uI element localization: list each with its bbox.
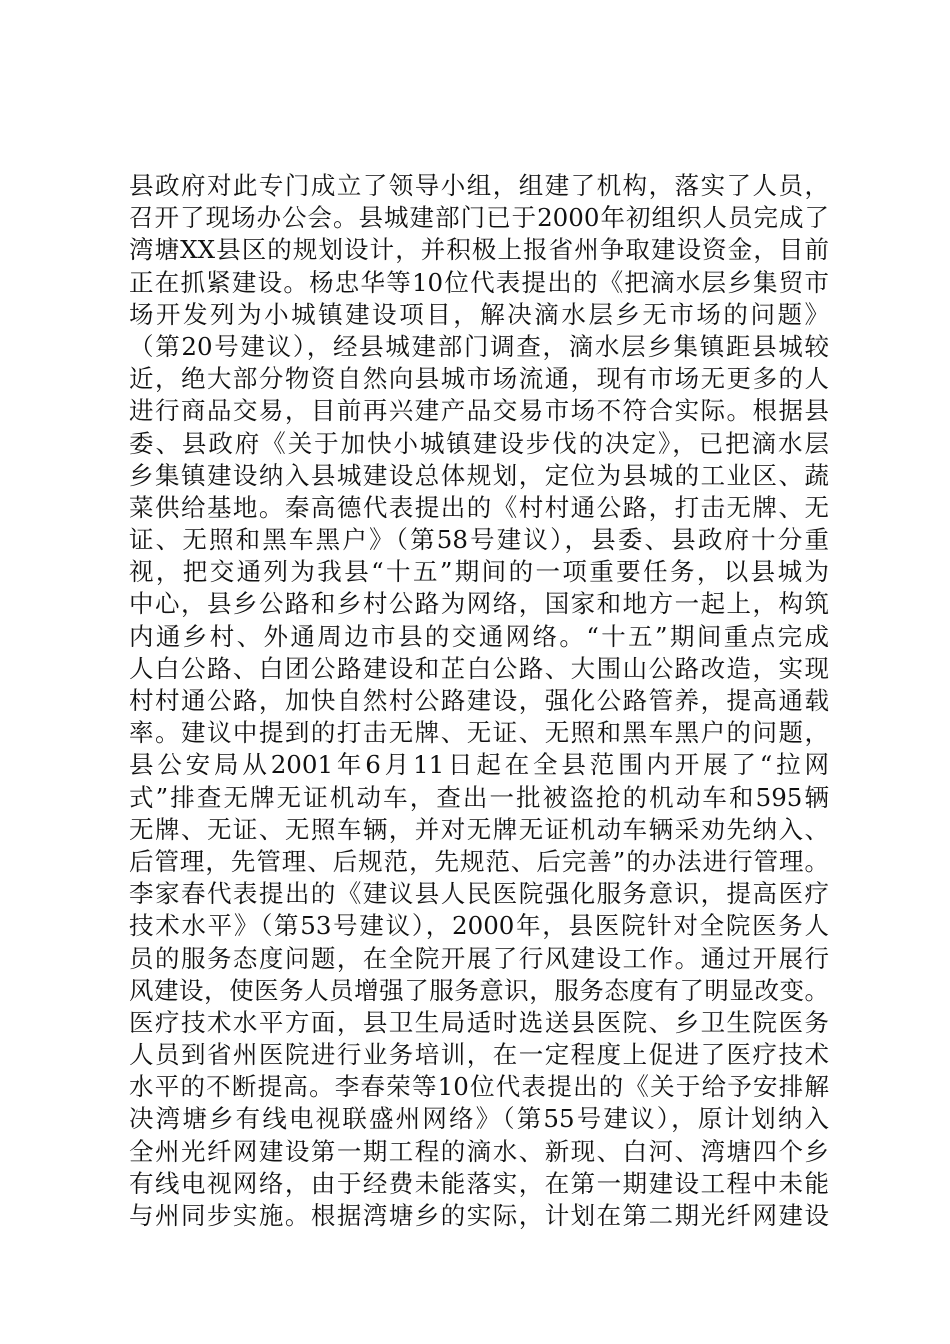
text-line: 正在抓紧建设。杨忠华等10位代表提出的《把滴水层乡集贸市 [129,267,829,297]
text-line: 无牌、无证、无照车辆，并对无牌无证机动车辆采劝先纳入、 [129,814,829,844]
text-line: 召开了现场办公会。县城建部门已于2000年初组织人员完成了 [129,203,829,233]
text-line: 中心，县乡公路和乡村公路为网络，国家和地方一起上，构筑 [129,589,829,619]
text-line: 湾塘XX县区的规划设计，并积极上报省州争取建设资金，目前 [129,235,829,265]
text-line: 后管理，先管理、后规范，先规范、后完善”的办法进行管理。 [129,846,829,876]
text-line: 县政府对此专门成立了领导小组，组建了机构，落实了人员， [129,171,829,200]
text-line: 场开发列为小城镇建设项目，解决滴水层乡无市场的问题》 [129,299,829,329]
text-line: 式”排查无牌无证机动车，查出一批被盗抢的机动车和595辆 [129,782,829,812]
text-line: 进行商品交易，目前再兴建产品交易市场不符合实际。根据县 [129,396,829,426]
text-line: 水平的不断提高。李春荣等10位代表提出的《关于给予安排解 [129,1072,829,1102]
text-line: 决湾塘乡有线电视联盛州网络》（第55号建议），原计划纳入 [129,1104,829,1134]
text-line: 技术水平》（第53号建议），2000年，县医院针对全院医务人 [129,911,829,941]
text-line: 近，绝大部分物资自然向县城市场流通，现有市场无更多的人 [129,364,829,394]
text-line: 证、无照和黑车黑户》（第58号建议），县委、县政府十分重 [129,525,829,555]
text-line: 与州同步实施。根据湾塘乡的实际，计划在第二期光纤网建设 [129,1201,829,1230]
text-line: 率。建议中提到的打击无牌、无证、无照和黑车黑户的问题， [129,718,829,748]
text-line: 菜供给基地。秦高德代表提出的《村村通公路，打击无牌、无 [129,492,829,522]
text-line: 人员到省州医院进行业务培训，在一定程度上促进了医疗技术 [129,1040,829,1070]
text-line: 员的服务态度问题，在全院开展了行风建设工作。通过开展行 [129,943,829,973]
text-line: 全州光纤网建设第一期工程的滴水、新现、白河、湾塘四个乡 [129,1136,829,1166]
text-line: 乡集镇建设纳入县城建设总体规划，定位为县城的工业区、蔬 [129,460,829,490]
text-line: （第20号建议），经县城建部门调查，滴水层乡集镇距县城较 [129,331,829,361]
text-line: 县公安局从2001年6月11日起在全县范围内开展了“拉网 [129,750,829,780]
text-line: 内通乡村、外通周边市县的交通网络。“十五”期间重点完成 [129,621,829,651]
text-line: 风建设，使医务人员增强了服务意识，服务态度有了明显改变。 [129,975,829,1005]
body-text [129,170,829,1232]
text-line: 医疗技术水平方面，县卫生局适时选送县医院、乡卫生院医务 [129,1007,829,1037]
text-line: 村村通公路，加快自然村公路建设，强化公路管养，提高通载 [129,686,829,715]
text-line: 委、县政府《关于加快小城镇建设步伐的决定》，已把滴水层 [129,428,829,458]
text-line: 视，把交通列为我县“十五”期间的一项重要任务，以县城为 [129,557,829,587]
text-line: 人白公路、白团公路建设和芷白公路、大围山公路改造，实现 [129,653,829,683]
text-line: 有线电视网络，由于经费未能落实，在第一期建设工程中未能 [129,1168,829,1198]
text-line: 李家春代表提出的《建议县人民医院强化服务意识，提高医疗 [129,879,829,909]
